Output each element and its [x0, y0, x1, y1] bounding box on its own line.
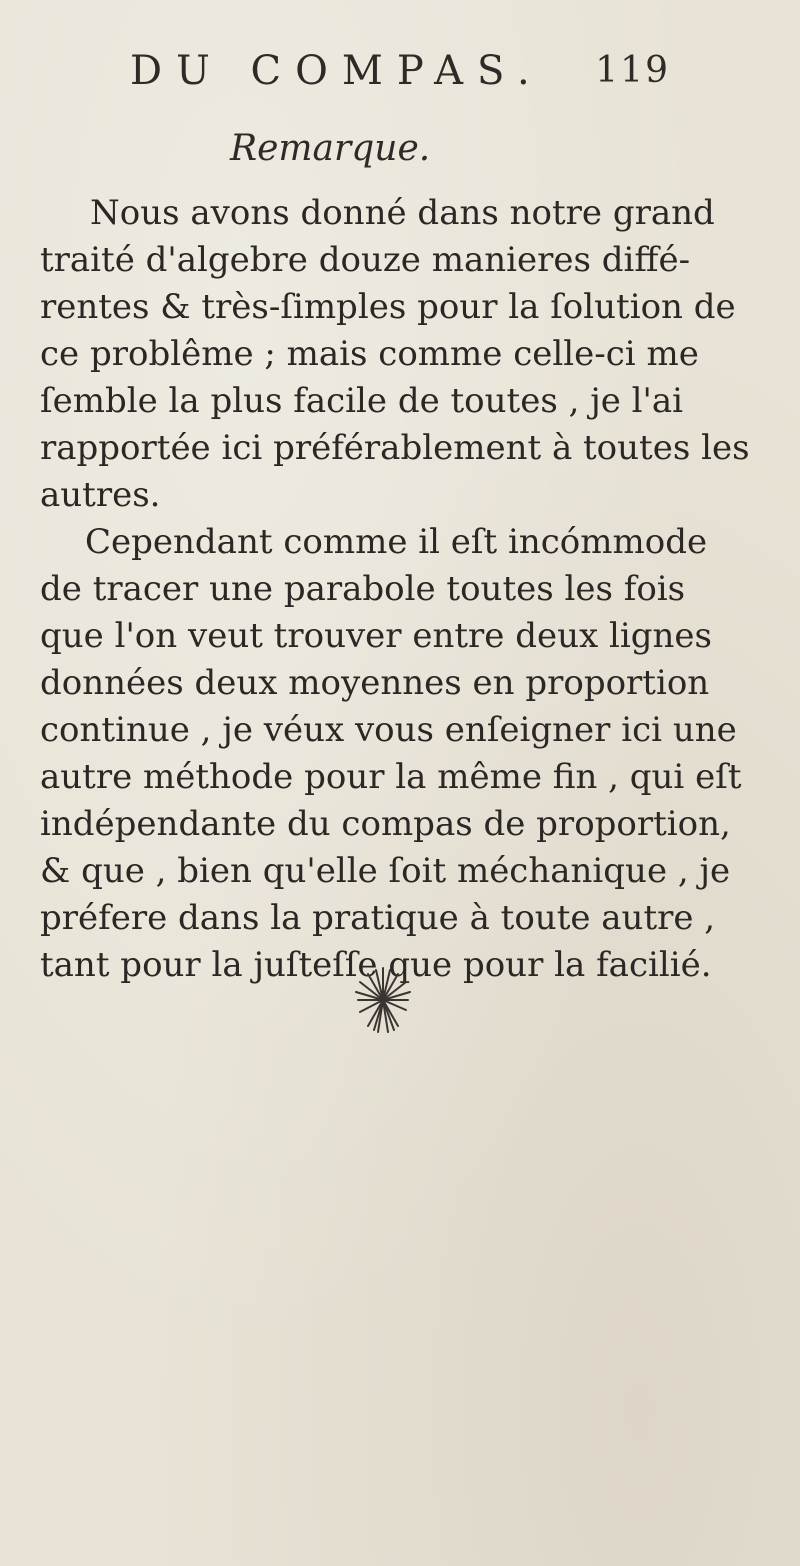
text-line: rapportée ici préférablement à toutes les	[40, 428, 750, 468]
paragraph-2	[40, 519, 775, 989]
text-line: traité d'algebre douze manieres diffé-	[40, 240, 691, 280]
sunburst-ornament-icon	[338, 950, 428, 1050]
section-heading: Remarque.	[230, 128, 431, 169]
text-line: préfere dans la pratique à toute autre ,	[40, 898, 716, 938]
text-line: de tracer une parabole toutes les fois	[40, 569, 686, 609]
text-line: Cependant comme il eſt incómmode	[85, 522, 708, 562]
text-line: Nous avons donné dans notre grand	[90, 193, 715, 233]
paragraph-1	[40, 190, 775, 519]
text-line: autre méthode pour la même fin , qui eſt	[40, 757, 742, 797]
body-text	[40, 190, 775, 989]
page-header	[130, 48, 670, 98]
text-line: autres.	[40, 475, 161, 515]
text-line: continue , je véux vous enſeigner ici une	[40, 710, 737, 750]
text-line: & que , bien qu'elle ſoit méchanique , je	[40, 851, 731, 891]
text-line: ce problême ; mais comme celle-ci me	[40, 334, 699, 374]
page-number: 119	[595, 50, 670, 91]
text-line: données deux moyennes en proportion	[40, 663, 710, 703]
text-line: rentes & très-ſimples pour la ſolution de	[40, 287, 736, 327]
text-line: ſemble la plus facile de toutes , je l'ai	[40, 381, 684, 421]
running-title: DU COMPAS.	[130, 48, 544, 94]
text-line: que l'on veut trouver entre deux lignes	[40, 616, 712, 656]
text-line: tant pour la juſteſſe que pour la facilié.	[40, 945, 712, 985]
text-line: indépendante du compas de proportion,	[40, 804, 731, 844]
